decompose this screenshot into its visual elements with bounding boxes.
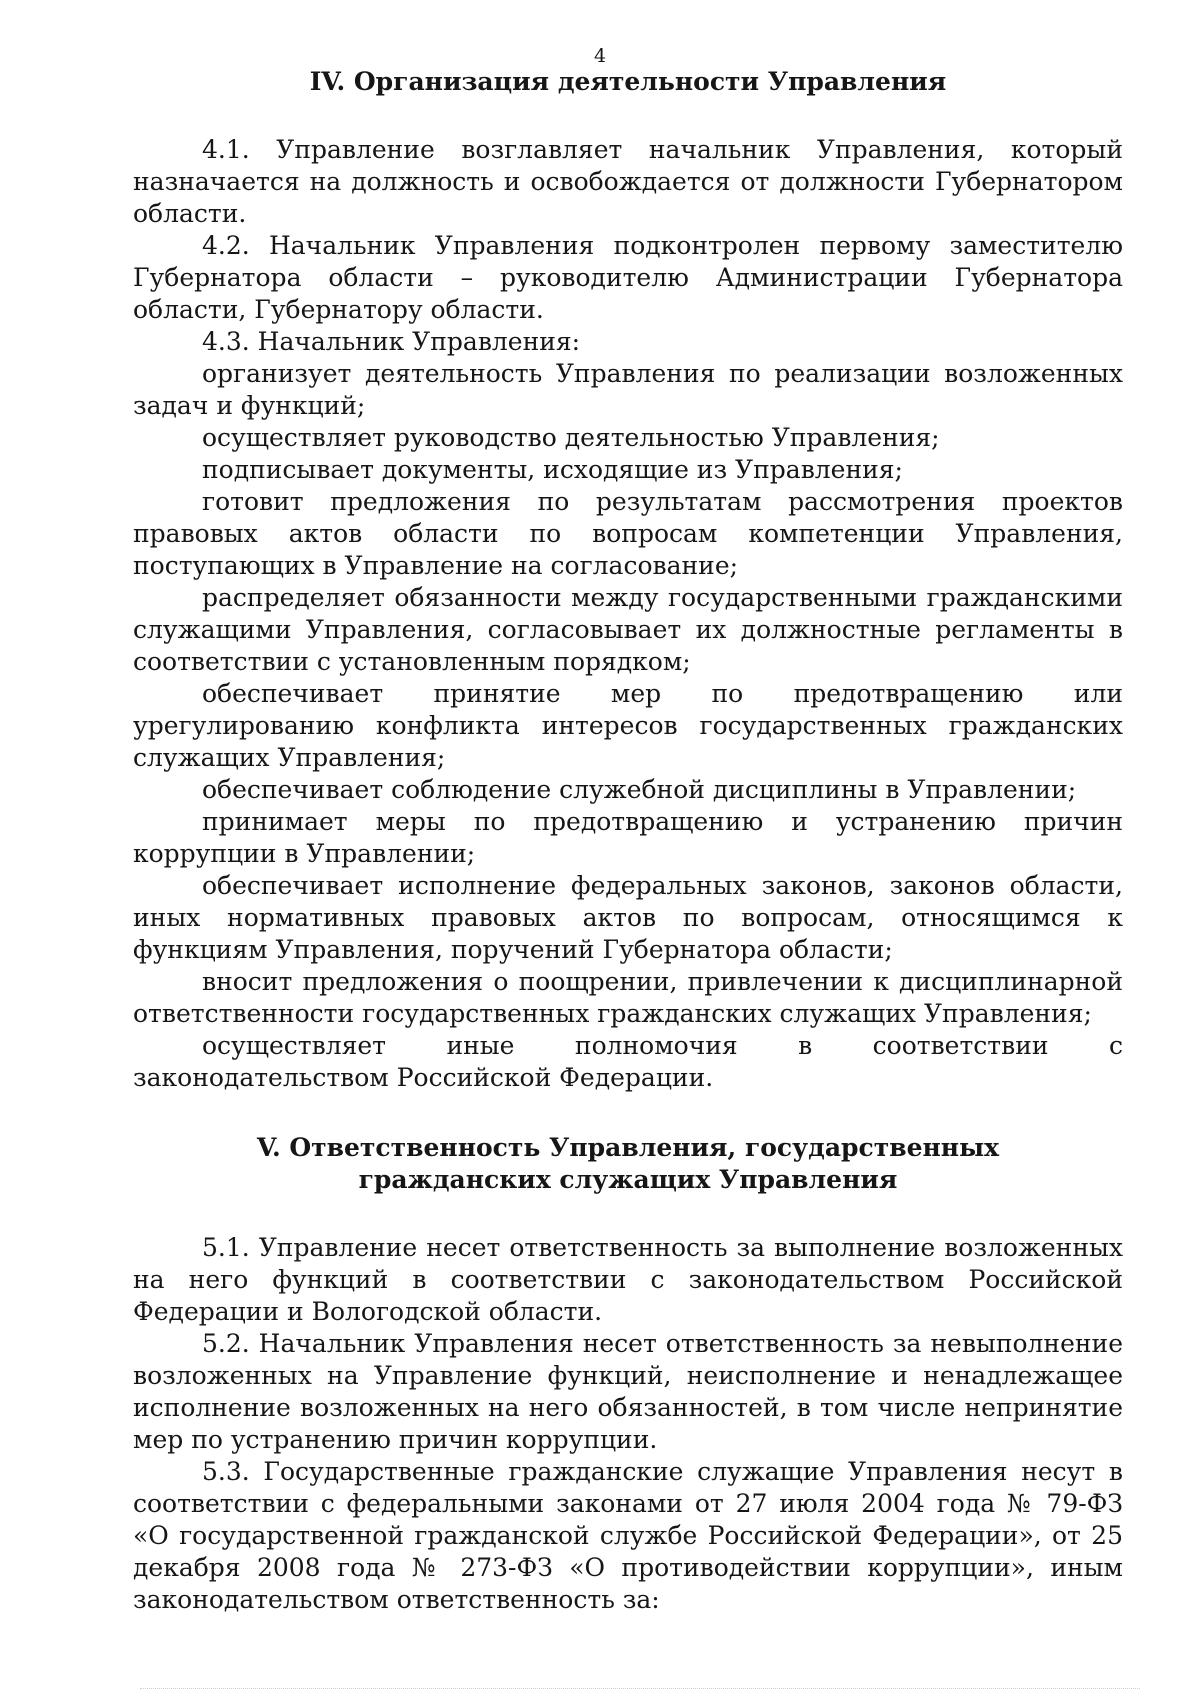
duty-distributes: распределяет обязанности между государственными гражданскими служащими Управления, согласовывает их должностные регламенты в соответствии с установленным порядком; xyxy=(133,583,1123,676)
page-number: 4 xyxy=(593,45,607,67)
section-5-title-line-1: V. Ответственность Управления, государственных xyxy=(256,1133,1000,1162)
duty-law-enforcement: обеспечивает исполнение федеральных законов, законов области, иных нормативных правовых актов по вопросам, относящимся к функциям Управления, поручений Губернатора области; xyxy=(133,871,1123,964)
duty-rewards: вносит предложения о поощрении, привлечении к дисциплинарной ответственности государственных гражданских служащих Управления; xyxy=(133,967,1123,1028)
duty-signs: подписывает документы, исходящие из Управления; xyxy=(202,455,903,484)
duty-prepares-proposals: готовит предложения по результатам рассмотрения проектов правовых актов области по вопросам компетенции Управления, поступающих в Управление на согласование; xyxy=(133,487,1123,580)
paragraph-5-2: 5.2. Начальник Управления несет ответственность за невыполнение возложенных на Управление функций, неисполнение и ненадлежащее исполнение возложенных на него обязанностей, в том числе непринятие мер по устранению причин коррупции. xyxy=(133,1329,1123,1454)
paragraph-4-3: 4.3. Начальник Управления: xyxy=(202,327,581,356)
duty-anti-corruption: принимает меры по предотвращению и устранению причин коррупции в Управлении; xyxy=(133,807,1123,868)
duty-conflict-of-interest: обеспечивает принятие мер по предотвращению или урегулированию конфликта интересов государственных гражданских служащих Управления; xyxy=(133,679,1123,772)
paragraph-4-1: 4.1. Управление возглавляет начальник Управления, который назначается на должность и освобождается от должности Губернатором области. xyxy=(133,135,1123,228)
paragraph-5-1: 5.1. Управление несет ответственность за выполнение возложенных на него функций в соответствии с законодательством Российской Федерации и Вологодской области. xyxy=(133,1233,1123,1326)
section-5-title-line-2: гражданских служащих Управления xyxy=(358,1165,898,1194)
section-4-title xyxy=(133,66,1123,98)
section-4-title-text: IV. Организация деятельности Управления xyxy=(309,67,947,96)
duty-other: осуществляет иные полномочия в соответствии с законодательством Российской Федерации. xyxy=(133,1031,1123,1092)
document-body xyxy=(133,66,1123,1616)
section-5-title xyxy=(133,1132,1123,1196)
duty-discipline: обеспечивает соблюдение служебной дисциплины в Управлении; xyxy=(202,775,1077,804)
scan-artifact-line xyxy=(140,1688,1140,1692)
paragraph-5-3: 5.3. Государственные гражданские служащие Управления несут в соответствии с федеральными законами от 27 июля 2004 года № 79-ФЗ «О государственной гражданской службе Российской Федерации», от 25 декабря 2008 года № 273-ФЗ «О противодействии коррупции», иным законодательством ответственность за: xyxy=(133,1457,1123,1614)
duty-organizes: организует деятельность Управления по реализации возложенных задач и функций; xyxy=(133,359,1123,420)
duty-manages: осуществляет руководство деятельностью Управления; xyxy=(202,423,940,452)
paragraph-4-2: 4.2. Начальник Управления подконтролен первому заместителю Губернатора области – руководителю Администрации Губернатора области, Губернатору области. xyxy=(133,231,1123,324)
